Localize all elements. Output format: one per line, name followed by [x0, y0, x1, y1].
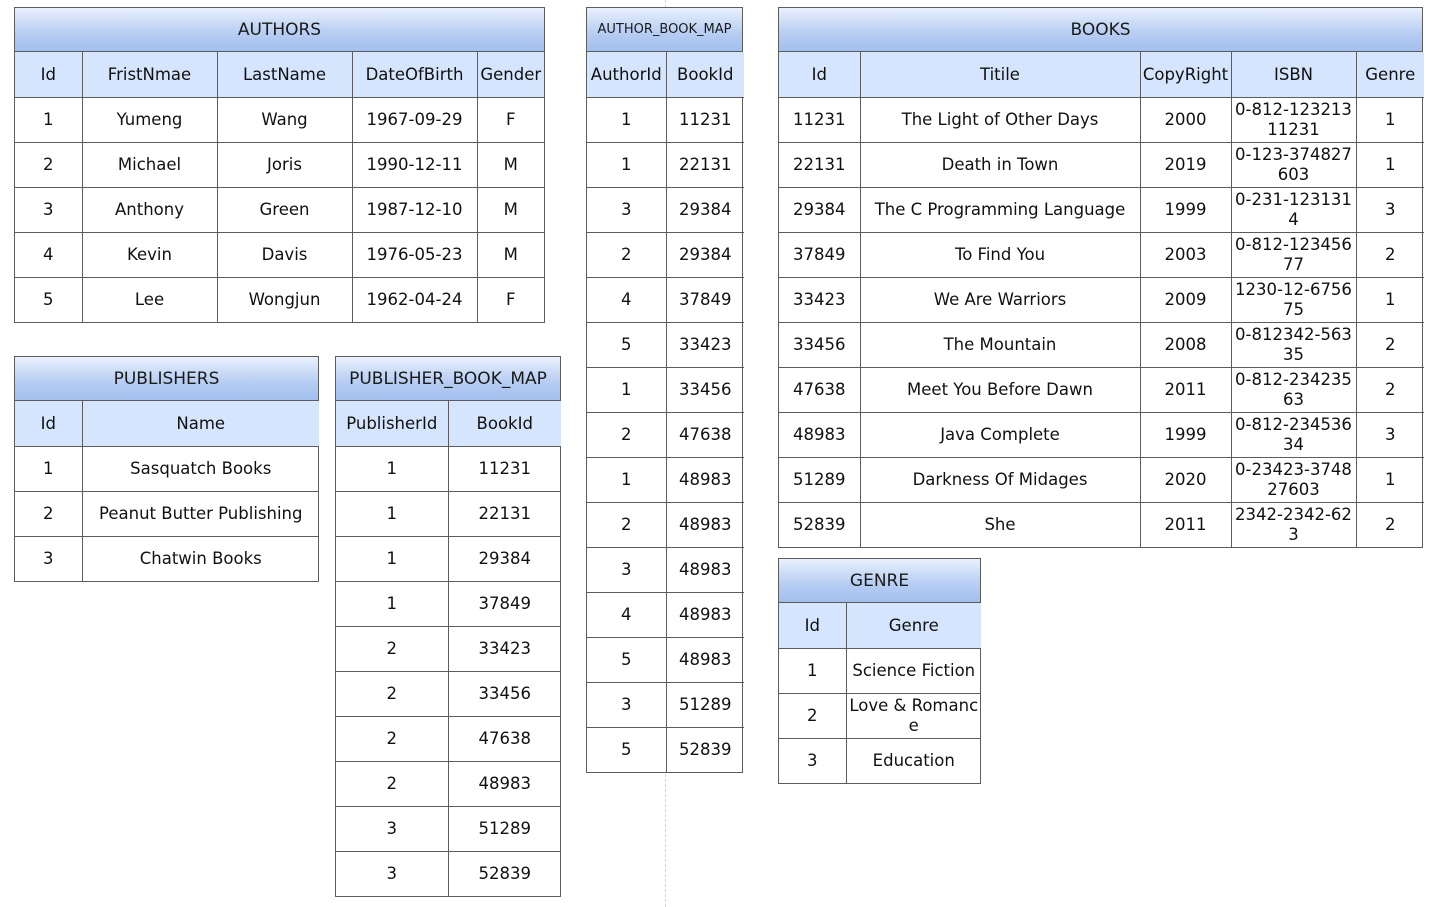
cell-bookid: 22131: [448, 491, 561, 536]
cell-genre: 2: [1356, 367, 1424, 412]
table-row: [15, 97, 544, 142]
cell-name: Peanut Butter Publishing: [82, 491, 319, 536]
data-grid: [336, 401, 561, 896]
table-row: [587, 277, 744, 322]
cell-authorid: 4: [587, 592, 666, 637]
cell-isbn: 0-812342-56335: [1231, 322, 1356, 367]
cell-titile: The Mountain: [860, 322, 1140, 367]
table-row: [779, 738, 981, 783]
cell-genre: 2: [1356, 502, 1424, 547]
cell-authorid: 5: [587, 637, 666, 682]
cell-bookid: 33423: [666, 322, 744, 367]
table-row: [587, 592, 744, 637]
cell-copyright: 2009: [1140, 277, 1231, 322]
cell-dateofbirth: 1976-05-23: [352, 232, 477, 277]
cell-bookid: 29384: [448, 536, 561, 581]
cell-genre: 2: [1356, 232, 1424, 277]
cell-authorid: 1: [587, 367, 666, 412]
table-title: AUTHORS: [15, 8, 544, 52]
cell-authorid: 3: [587, 187, 666, 232]
cell-titile: Java Complete: [860, 412, 1140, 457]
cell-id: 52839: [779, 502, 860, 547]
table-row: [587, 682, 744, 727]
table-row: [336, 536, 561, 581]
table-row: [779, 97, 1424, 142]
cell-gender: M: [477, 187, 544, 232]
cell-copyright: 1999: [1140, 187, 1231, 232]
column-header-gender: Gender: [477, 52, 544, 97]
cell-name: Sasquatch Books: [82, 446, 319, 491]
table-row: [336, 851, 561, 896]
cell-copyright: 2011: [1140, 502, 1231, 547]
column-header-copyright: CopyRight: [1140, 52, 1231, 97]
cell-copyright: 2011: [1140, 367, 1231, 412]
cell-fristnmae: Yumeng: [82, 97, 217, 142]
cell-titile: The C Programming Language: [860, 187, 1140, 232]
table-row: [779, 502, 1424, 547]
cell-bookid: 52839: [448, 851, 561, 896]
cell-isbn: 0-812-12345677: [1231, 232, 1356, 277]
cell-name: Chatwin Books: [82, 536, 319, 581]
cell-authorid: 4: [587, 277, 666, 322]
table-row: [779, 693, 981, 738]
cell-id: 2: [779, 693, 846, 738]
data-grid: [587, 52, 744, 772]
cell-bookid: 29384: [666, 187, 744, 232]
table-row: [779, 367, 1424, 412]
cell-isbn: 0-812-12321311231: [1231, 97, 1356, 142]
table-row: [587, 727, 744, 772]
cell-lastname: Joris: [217, 142, 352, 187]
cell-titile: Death in Town: [860, 142, 1140, 187]
cell-bookid: 52839: [666, 727, 744, 772]
table-row: [587, 187, 744, 232]
cell-authorid: 2: [587, 502, 666, 547]
header-row: [15, 401, 319, 446]
table-row: [15, 232, 544, 277]
cell-copyright: 2003: [1140, 232, 1231, 277]
column-header-authorid: AuthorId: [587, 52, 666, 97]
cell-id: 22131: [779, 142, 860, 187]
cell-authorid: 3: [587, 547, 666, 592]
cell-dateofbirth: 1967-09-29: [352, 97, 477, 142]
table-row: [587, 142, 744, 187]
table-row: [779, 648, 981, 693]
cell-bookid: 48983: [666, 637, 744, 682]
cell-bookid: 11231: [448, 446, 561, 491]
cell-id: 2: [15, 491, 82, 536]
cell-bookid: 48983: [666, 457, 744, 502]
cell-isbn: 0-23423-374827603: [1231, 457, 1356, 502]
cell-bookid: 37849: [448, 581, 561, 626]
cell-isbn: 0-812-23453634: [1231, 412, 1356, 457]
cell-authorid: 5: [587, 727, 666, 772]
cell-dateofbirth: 1962-04-24: [352, 277, 477, 322]
cell-publisherid: 2: [336, 716, 448, 761]
column-header-bookid: BookId: [448, 401, 561, 446]
cell-lastname: Davis: [217, 232, 352, 277]
table-title: PUBLISHER_BOOK_MAP: [336, 357, 560, 401]
cell-genre: 1: [1356, 142, 1424, 187]
table-row: [336, 761, 561, 806]
table-row: [15, 446, 319, 491]
cell-bookid: 33456: [666, 367, 744, 412]
table-row: [15, 277, 544, 322]
cell-bookid: 37849: [666, 277, 744, 322]
table-row: [587, 322, 744, 367]
cell-id: 51289: [779, 457, 860, 502]
cell-id: 48983: [779, 412, 860, 457]
table-row: [587, 97, 744, 142]
cell-dateofbirth: 1990-12-11: [352, 142, 477, 187]
cell-isbn: 2342-2342-623: [1231, 502, 1356, 547]
cell-fristnmae: Lee: [82, 277, 217, 322]
table-row: [587, 232, 744, 277]
cell-bookid: 33423: [448, 626, 561, 671]
cell-id: 3: [15, 536, 82, 581]
cell-authorid: 1: [587, 97, 666, 142]
table-row: [779, 322, 1424, 367]
cell-bookid: 48983: [448, 761, 561, 806]
table-row: [587, 502, 744, 547]
cell-id: 37849: [779, 232, 860, 277]
column-header-id: Id: [779, 603, 846, 648]
cell-gender: M: [477, 142, 544, 187]
cell-id: 1: [15, 97, 82, 142]
column-header-bookid: BookId: [666, 52, 744, 97]
cell-lastname: Green: [217, 187, 352, 232]
table-row: [779, 142, 1424, 187]
header-row: [336, 401, 561, 446]
cell-isbn: 0-123-374827603: [1231, 142, 1356, 187]
table-row: [15, 536, 319, 581]
cell-publisherid: 3: [336, 806, 448, 851]
publishers-table: [14, 356, 319, 582]
data-grid: [15, 401, 319, 581]
cell-bookid: 22131: [666, 142, 744, 187]
cell-genre: 1: [1356, 457, 1424, 502]
table-title: AUTHOR_BOOK_MAP: [587, 8, 742, 52]
table-title: GENRE: [779, 559, 980, 603]
cell-genre: 3: [1356, 187, 1424, 232]
cell-publisherid: 1: [336, 536, 448, 581]
column-header-id: Id: [779, 52, 860, 97]
cell-id: 47638: [779, 367, 860, 412]
table-row: [336, 491, 561, 536]
cell-genre: 1: [1356, 277, 1424, 322]
table-row: [779, 277, 1424, 322]
data-grid: [15, 52, 544, 322]
cell-publisherid: 3: [336, 851, 448, 896]
cell-publisherid: 2: [336, 626, 448, 671]
cell-lastname: Wongjun: [217, 277, 352, 322]
cell-authorid: 2: [587, 412, 666, 457]
header-row: [779, 52, 1424, 97]
column-header-titile: Titile: [860, 52, 1140, 97]
table-title: BOOKS: [779, 8, 1422, 52]
cell-fristnmae: Michael: [82, 142, 217, 187]
cell-publisherid: 2: [336, 761, 448, 806]
cell-authorid: 2: [587, 232, 666, 277]
cell-authorid: 1: [587, 457, 666, 502]
cell-genre: Education: [846, 738, 981, 783]
header-row: [15, 52, 544, 97]
cell-titile: To Find You: [860, 232, 1140, 277]
cell-isbn: 0-812-23423563: [1231, 367, 1356, 412]
cell-titile: We Are Warriors: [860, 277, 1140, 322]
table-title: PUBLISHERS: [15, 357, 318, 401]
cell-copyright: 1999: [1140, 412, 1231, 457]
cell-gender: M: [477, 232, 544, 277]
cell-id: 1: [779, 648, 846, 693]
table-row: [336, 626, 561, 671]
cell-copyright: 2000: [1140, 97, 1231, 142]
table-row: [587, 412, 744, 457]
cell-dateofbirth: 1987-12-10: [352, 187, 477, 232]
cell-publisherid: 1: [336, 581, 448, 626]
cell-genre: 3: [1356, 412, 1424, 457]
cell-id: 4: [15, 232, 82, 277]
cell-bookid: 47638: [448, 716, 561, 761]
data-grid: [779, 52, 1424, 547]
table-row: [336, 671, 561, 716]
cell-bookid: 11231: [666, 97, 744, 142]
cell-id: 1: [15, 446, 82, 491]
cell-bookid: 33456: [448, 671, 561, 716]
cell-id: 33423: [779, 277, 860, 322]
table-row: [587, 457, 744, 502]
cell-lastname: Wang: [217, 97, 352, 142]
cell-bookid: 48983: [666, 502, 744, 547]
cell-id: 3: [779, 738, 846, 783]
table-row: [779, 187, 1424, 232]
table-row: [779, 232, 1424, 277]
cell-publisherid: 2: [336, 671, 448, 716]
cell-copyright: 2020: [1140, 457, 1231, 502]
cell-genre: Love & Romance: [846, 693, 981, 738]
table-row: [336, 581, 561, 626]
cell-bookid: 48983: [666, 592, 744, 637]
column-header-name: Name: [82, 401, 319, 446]
genre-table: [778, 558, 981, 784]
cell-gender: F: [477, 277, 544, 322]
cell-fristnmae: Kevin: [82, 232, 217, 277]
cell-bookid: 51289: [448, 806, 561, 851]
table-row: [587, 367, 744, 412]
table-row: [15, 187, 544, 232]
cell-gender: F: [477, 97, 544, 142]
column-header-publisherid: PublisherId: [336, 401, 448, 446]
cell-id: 2: [15, 142, 82, 187]
table-row: [336, 446, 561, 491]
cell-titile: She: [860, 502, 1140, 547]
column-header-id: Id: [15, 52, 82, 97]
cell-id: 11231: [779, 97, 860, 142]
cell-genre: 2: [1356, 322, 1424, 367]
cell-bookid: 48983: [666, 547, 744, 592]
cell-isbn: 1230-12-675675: [1231, 277, 1356, 322]
cell-bookid: 29384: [666, 232, 744, 277]
authors-table: [14, 7, 545, 323]
cell-genre: 1: [1356, 97, 1424, 142]
cell-titile: The Light of Other Days: [860, 97, 1140, 142]
header-row: [779, 603, 981, 648]
cell-genre: Science Fiction: [846, 648, 981, 693]
cell-publisherid: 1: [336, 491, 448, 536]
cell-fristnmae: Anthony: [82, 187, 217, 232]
table-row: [587, 637, 744, 682]
cell-id: 5: [15, 277, 82, 322]
column-header-id: Id: [15, 401, 82, 446]
cell-bookid: 47638: [666, 412, 744, 457]
column-header-dateofbirth: DateOfBirth: [352, 52, 477, 97]
author-book-map-table: [586, 7, 743, 773]
column-header-fristnmae: FristNmae: [82, 52, 217, 97]
cell-id: 33456: [779, 322, 860, 367]
data-grid: [779, 603, 981, 783]
cell-authorid: 3: [587, 682, 666, 727]
header-row: [587, 52, 744, 97]
cell-titile: Darkness Of Midages: [860, 457, 1140, 502]
column-header-isbn: ISBN: [1231, 52, 1356, 97]
cell-copyright: 2019: [1140, 142, 1231, 187]
publisher-book-map-table: [335, 356, 561, 897]
table-row: [336, 806, 561, 851]
column-header-lastname: LastName: [217, 52, 352, 97]
table-row: [15, 491, 319, 536]
column-header-genre: Genre: [1356, 52, 1424, 97]
cell-publisherid: 1: [336, 446, 448, 491]
column-header-genre: Genre: [846, 603, 981, 648]
cell-authorid: 1: [587, 142, 666, 187]
table-row: [779, 412, 1424, 457]
cell-authorid: 5: [587, 322, 666, 367]
cell-isbn: 0-231-1231314: [1231, 187, 1356, 232]
books-table: [778, 7, 1423, 548]
table-row: [15, 142, 544, 187]
table-row: [779, 457, 1424, 502]
table-row: [336, 716, 561, 761]
cell-titile: Meet You Before Dawn: [860, 367, 1140, 412]
table-row: [587, 547, 744, 592]
cell-id: 3: [15, 187, 82, 232]
cell-bookid: 51289: [666, 682, 744, 727]
cell-id: 29384: [779, 187, 860, 232]
cell-copyright: 2008: [1140, 322, 1231, 367]
